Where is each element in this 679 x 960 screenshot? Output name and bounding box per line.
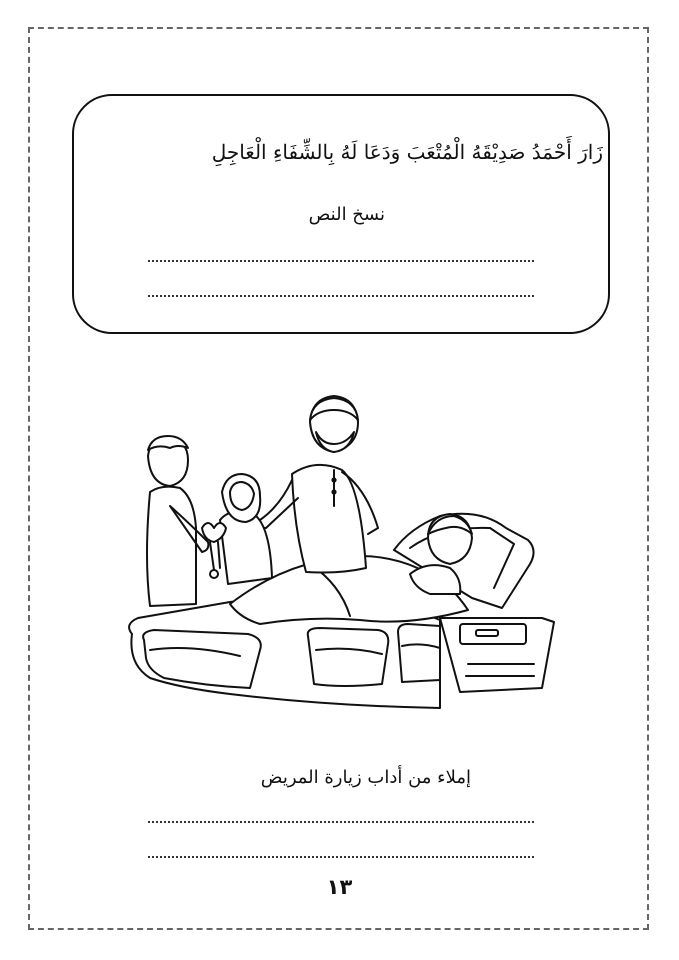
dictation-writing-line-2[interactable] [148, 856, 534, 858]
dictation-writing-line-1[interactable] [148, 821, 534, 823]
model-sentence: زَارَ أَحْمَدُ صَدِيْقَهُ الْمُتْعَبَ وَدَعَا لَهُ بِالشِّفَاءِ الْعَاجِلِ [211, 140, 603, 164]
boy-body [147, 487, 196, 606]
copy-writing-line-2[interactable] [148, 295, 534, 297]
bed-panel-2 [308, 628, 389, 686]
copy-writing-line-1[interactable] [148, 260, 534, 262]
father-body [292, 465, 366, 573]
bed-panel-3 [398, 624, 440, 682]
dictation-title: إملاء من أداب زيارة المريض [260, 767, 471, 788]
hospital-visit-illustration [110, 388, 570, 718]
page-number: ١٣ [326, 875, 353, 899]
copy-exercise-title: نسخ النص [308, 204, 385, 225]
